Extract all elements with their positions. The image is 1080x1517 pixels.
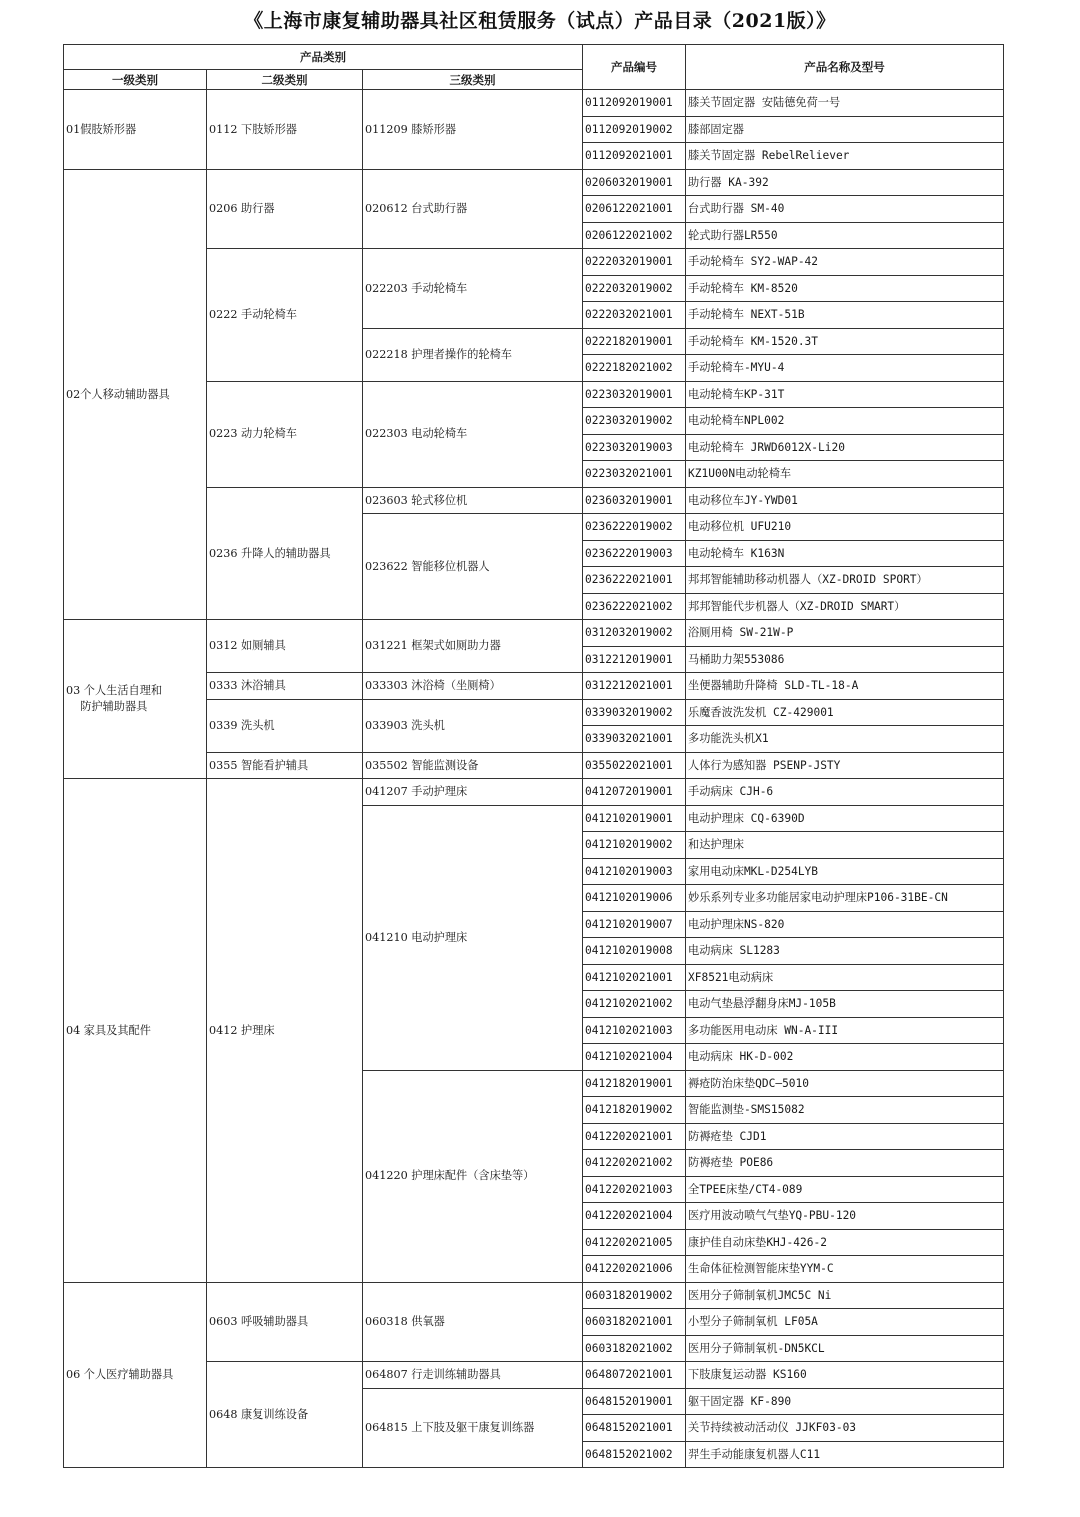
product-name-cell: 电动轮椅车 JRWD6012X-Li20 [686,434,1004,461]
product-name-cell: 多功能医用电动床 WN-A-III [686,1017,1004,1044]
product-code-cell: 0236032019001 [583,487,686,514]
level1-category-cell: 04 家具及其配件 [64,779,207,1283]
product-code-cell: 0412102019006 [583,885,686,912]
product-code-cell: 0339032019002 [583,699,686,726]
product-code-cell: 0222182019001 [583,328,686,355]
product-code-cell: 0112092019001 [583,90,686,117]
product-code-cell: 0412202021006 [583,1256,686,1283]
level3-category-cell: 022203 手动轮椅车 [363,249,583,329]
product-code-cell: 0412102019003 [583,858,686,885]
product-code-cell: 0236222021001 [583,567,686,594]
level1-category-cell: 03 个人生活自理和 防护辅助器具 [64,620,207,779]
product-code-cell: 0206122021002 [583,222,686,249]
product-code-cell: 0236222019003 [583,540,686,567]
product-name-cell: 电动气垫悬浮翻身床MJ-105B [686,991,1004,1018]
product-name-cell: 医用分子筛制氧机JMC5C Ni [686,1282,1004,1309]
level1-category-cell: 06 个人医疗辅助器具 [64,1282,207,1468]
product-code-cell: 0412102021004 [583,1044,686,1071]
product-code-cell: 0412182019001 [583,1070,686,1097]
product-name-cell: 电动病床 HK-D-002 [686,1044,1004,1071]
product-name-cell: 膝关节固定器 RebelReliever [686,143,1004,170]
product-name-cell: 轮式助行器LR550 [686,222,1004,249]
product-code-cell: 0312032019002 [583,620,686,647]
level1-category-cell: 02个人移动辅助器具 [64,169,207,620]
level2-category-cell: 0603 呼吸辅助器具 [207,1282,363,1362]
level2-category-cell: 0222 手动轮椅车 [207,249,363,382]
product-name-cell: 电动轮椅车 K163N [686,540,1004,567]
product-code-cell: 0412202021003 [583,1176,686,1203]
product-code-cell: 0222032019002 [583,275,686,302]
product-catalog-table [63,44,1004,1468]
product-name-cell: 智能监测垫-SMS15082 [686,1097,1004,1124]
header-level2: 二级类别 [207,70,363,90]
level3-category-cell: 033303 沐浴椅（坐厕椅） [363,673,583,700]
product-name-cell: 手动轮椅车-MYU-4 [686,355,1004,382]
product-name-cell: 乐魔香波洗发机 CZ-429001 [686,699,1004,726]
level3-category-cell: 020612 台式助行器 [363,169,583,249]
product-code-cell: 0648152021002 [583,1441,686,1468]
product-name-cell: 膝部固定器 [686,116,1004,143]
product-code-cell: 0603182021001 [583,1309,686,1336]
product-code-cell: 0412102021003 [583,1017,686,1044]
product-code-cell: 0355022021001 [583,752,686,779]
product-code-cell: 0603182019002 [583,1282,686,1309]
header-row-top [64,45,1004,70]
product-name-cell: 多功能洗头机X1 [686,726,1004,753]
level3-category-cell: 022303 电动轮椅车 [363,381,583,487]
level2-category-cell: 0333 沐浴辅具 [207,673,363,700]
product-code-cell: 0412202021002 [583,1150,686,1177]
header-product-name: 产品名称及型号 [686,45,1004,90]
product-name-cell: 马桶助力架553086 [686,646,1004,673]
product-code-cell: 0412102019002 [583,832,686,859]
level3-category-cell: 033903 洗头机 [363,699,583,752]
level2-category-cell: 0206 助行器 [207,169,363,249]
product-name-cell: 邦邦智能辅助移动机器人（XZ-DROID SPORT） [686,567,1004,594]
product-name-cell: 坐便器辅助升降椅 SLD-TL-18-A [686,673,1004,700]
product-name-cell: 电动移位车JY-YWD01 [686,487,1004,514]
product-code-cell: 0222032019001 [583,249,686,276]
document-title: 《上海市康复辅助器具社区租赁服务（试点）产品目录（2021版）》 [244,10,836,32]
product-code-cell: 0648152019001 [583,1388,686,1415]
table-row [64,779,1004,806]
product-name-cell: 电动护理床 CQ-6390D [686,805,1004,832]
table-row [64,90,1004,117]
product-code-cell: 0412202021004 [583,1203,686,1230]
level2-category-cell: 0648 康复训练设备 [207,1362,363,1468]
product-code-cell: 0206122021001 [583,196,686,223]
header-product-category: 产品类别 [64,45,583,70]
product-name-cell: 电动护理床NS-820 [686,911,1004,938]
product-name-cell: 电动轮椅车NPL002 [686,408,1004,435]
product-code-cell: 0412102019008 [583,938,686,965]
product-code-cell: 0236222021002 [583,593,686,620]
product-code-cell: 0112092021001 [583,143,686,170]
product-name-cell: 家用电动床MKL-D254LYB [686,858,1004,885]
level3-category-cell: 041207 手动护理床 [363,779,583,806]
product-name-cell: 全TPEE床垫/CT4-089 [686,1176,1004,1203]
level3-category-cell: 011209 膝矫形器 [363,90,583,170]
table-row [64,1282,1004,1309]
product-name-cell: 电动轮椅车KP-31T [686,381,1004,408]
level3-category-cell: 023622 智能移位机器人 [363,514,583,620]
product-name-cell: 羿生手动能康复机器人C11 [686,1441,1004,1468]
product-code-cell: 0223032019003 [583,434,686,461]
product-name-cell: 小型分子筛制氧机 LF05A [686,1309,1004,1336]
product-code-cell: 0412102021001 [583,964,686,991]
level2-category-cell: 0223 动力轮椅车 [207,381,363,487]
product-name-cell: 防褥疮垫 CJD1 [686,1123,1004,1150]
product-code-cell: 0412202021001 [583,1123,686,1150]
product-name-cell: 电动病床 SL1283 [686,938,1004,965]
level2-category-cell: 0236 升降人的辅助器具 [207,487,363,620]
product-name-cell: 手动轮椅车 KM-8520 [686,275,1004,302]
level3-category-cell: 031221 框架式如厕助力器 [363,620,583,673]
product-name-cell: 人体行为感知器 PSENP-JSTY [686,752,1004,779]
level2-category-cell: 0339 洗头机 [207,699,363,752]
header-level1: 一级类别 [64,70,207,90]
table-row [64,620,1004,647]
product-name-cell: XF8521电动病床 [686,964,1004,991]
product-name-cell: 防褥疮垫 POE86 [686,1150,1004,1177]
header-product-code: 产品编号 [583,45,686,90]
level3-category-cell: 041220 护理床配件（含床垫等） [363,1070,583,1282]
product-name-cell: 手动轮椅车 NEXT-51B [686,302,1004,329]
product-name-cell: 手动病床 CJH-6 [686,779,1004,806]
product-code-cell: 0412202021005 [583,1229,686,1256]
catalog-body [64,90,1004,1468]
level2-category-cell: 0412 护理床 [207,779,363,1283]
product-code-cell: 0223032021001 [583,461,686,488]
product-code-cell: 0412102019007 [583,911,686,938]
level3-category-cell: 022218 护理者操作的轮椅车 [363,328,583,381]
product-code-cell: 0339032021001 [583,726,686,753]
level3-category-cell: 035502 智能监测设备 [363,752,583,779]
product-name-cell: KZ1U00N电动轮椅车 [686,461,1004,488]
product-name-cell: 医疗用波动喷气气垫YQ-PBU-120 [686,1203,1004,1230]
product-code-cell: 0222182021002 [583,355,686,382]
product-code-cell: 0223032019001 [583,381,686,408]
level3-category-cell: 064807 行走训练辅助器具 [363,1362,583,1389]
product-name-cell: 台式助行器 SM-40 [686,196,1004,223]
product-name-cell: 手动轮椅车 SY2-WAP-42 [686,249,1004,276]
level2-category-cell: 0112 下肢矫形器 [207,90,363,170]
level3-category-cell: 023603 轮式移位机 [363,487,583,514]
header-level3: 三级类别 [363,70,583,90]
product-code-cell: 0412072019001 [583,779,686,806]
product-name-cell: 邦邦智能代步机器人（XZ-DROID SMART） [686,593,1004,620]
product-code-cell: 0222032021001 [583,302,686,329]
product-name-cell: 电动移位机 UFU210 [686,514,1004,541]
product-name-cell: 和达护理床 [686,832,1004,859]
product-code-cell: 0412102019001 [583,805,686,832]
table-row [64,169,1004,196]
product-code-cell: 0412102021002 [583,991,686,1018]
product-code-cell: 0603182021002 [583,1335,686,1362]
product-code-cell: 0236222019002 [583,514,686,541]
product-code-cell: 0412182019002 [583,1097,686,1124]
level3-category-cell: 064815 上下肢及躯干康复训练器 [363,1388,583,1468]
product-code-cell: 0312212019001 [583,646,686,673]
product-name-cell: 躯干固定器 KF-890 [686,1388,1004,1415]
product-name-cell: 膝关节固定器 安陆德免荷一号 [686,90,1004,117]
product-name-cell: 关节持续被动活动仪 JJKF03-03 [686,1415,1004,1442]
product-name-cell: 妙乐系列专业多功能居家电动护理床P106-31BE-CN [686,885,1004,912]
product-name-cell: 医用分子筛制氧机-DN5KCL [686,1335,1004,1362]
level3-category-cell: 060318 供氧器 [363,1282,583,1362]
product-name-cell: 康护佳自动床垫KHJ-426-2 [686,1229,1004,1256]
product-name-cell: 手动轮椅车 KM-1520.3T [686,328,1004,355]
product-name-cell: 下肢康复运动器 KS160 [686,1362,1004,1389]
level2-category-cell: 0355 智能看护辅具 [207,752,363,779]
product-name-cell: 助行器 KA-392 [686,169,1004,196]
product-code-cell: 0648072021001 [583,1362,686,1389]
product-code-cell: 0223032019002 [583,408,686,435]
product-code-cell: 0312212021001 [583,673,686,700]
product-code-cell: 0112092019002 [583,116,686,143]
level3-category-cell: 041210 电动护理床 [363,805,583,1070]
product-name-cell: 褥疮防治床垫QDC—5010 [686,1070,1004,1097]
product-code-cell: 0648152021001 [583,1415,686,1442]
product-name-cell: 浴厕用椅 SW-21W-P [686,620,1004,647]
level2-category-cell: 0312 如厕辅具 [207,620,363,673]
product-code-cell: 0206032019001 [583,169,686,196]
level1-category-cell: 01假肢矫形器 [64,90,207,170]
product-name-cell: 生命体征检测智能床垫YYM-C [686,1256,1004,1283]
